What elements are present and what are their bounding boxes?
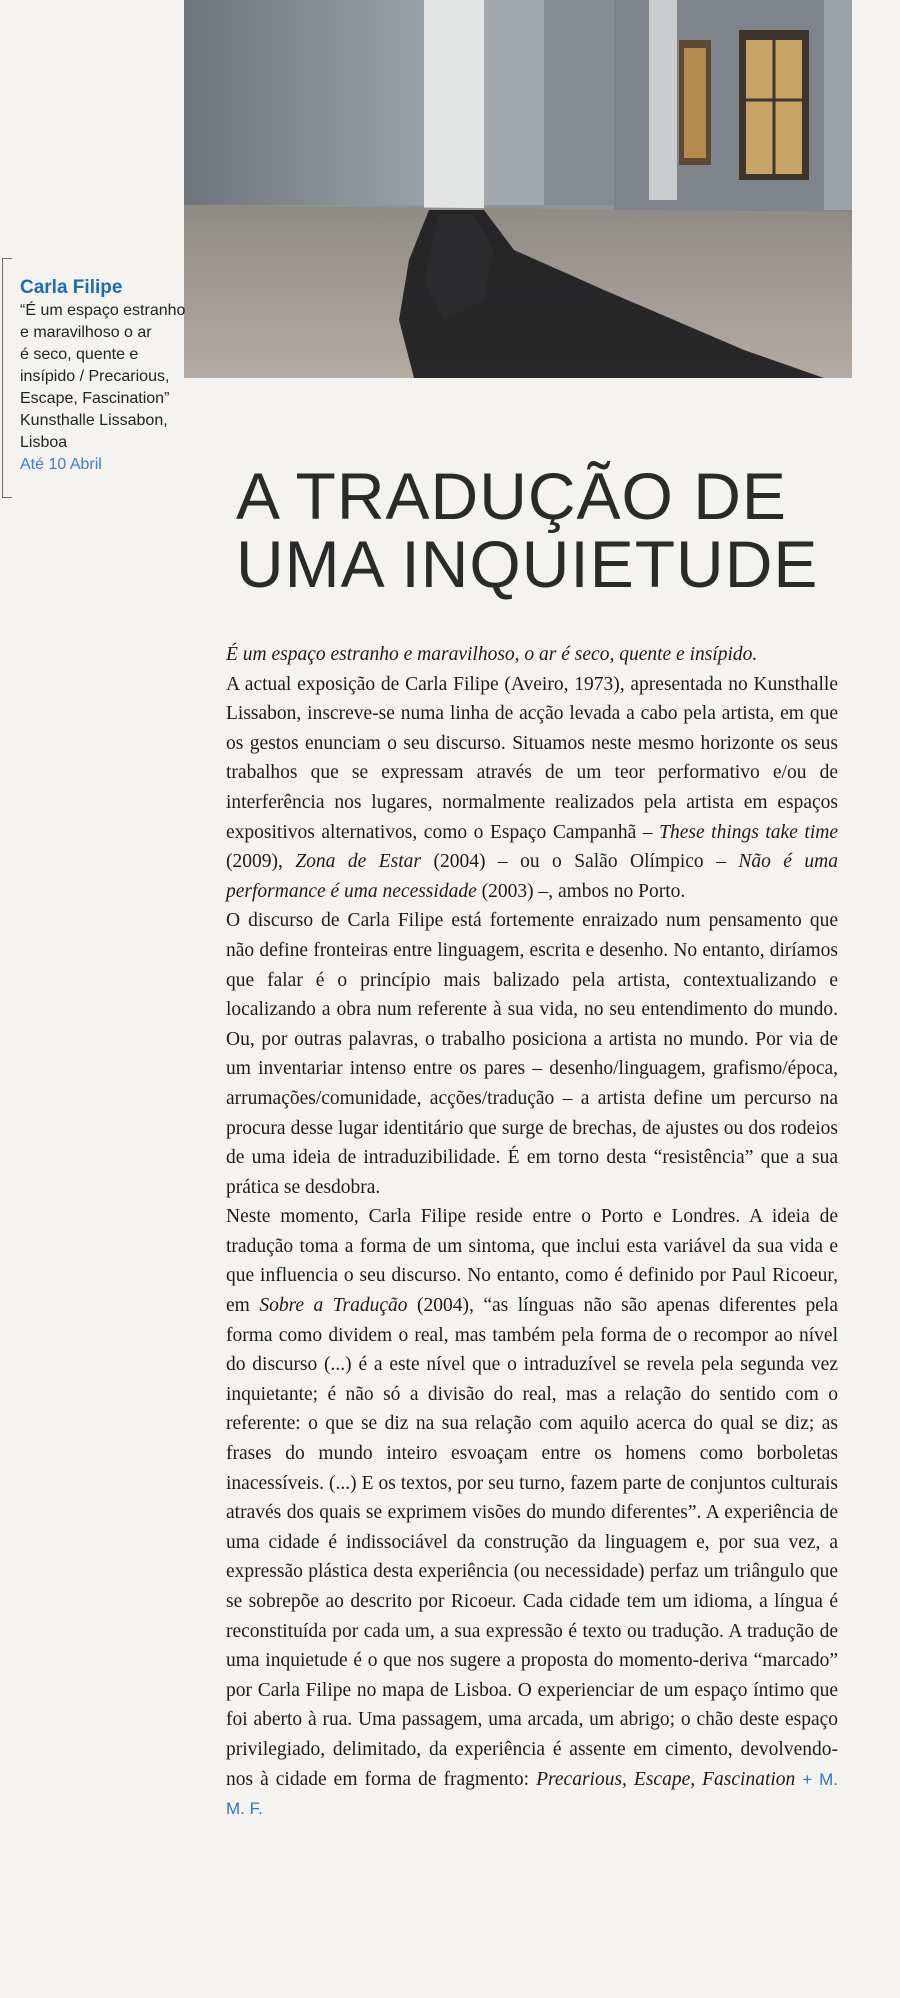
article-headline bbox=[236, 459, 876, 601]
headline-line-2: UMA INQUIETUDE bbox=[236, 527, 819, 601]
text-run: (2004) – ou o Salão Olímpico – bbox=[421, 851, 739, 873]
text-run: (2003) –, ambos no Porto. bbox=[476, 880, 686, 902]
work-title-line: insípido / Precarious, bbox=[20, 368, 170, 385]
artist-name: Carla Filipe bbox=[20, 277, 123, 298]
work-title-line: “É um espaço estranho bbox=[20, 302, 186, 319]
exhibition-info-card bbox=[20, 276, 210, 476]
book-title: Sobre a Tradução bbox=[259, 1295, 408, 1317]
text-run: (2009), bbox=[226, 851, 296, 873]
work-title-line: é seco, quente e bbox=[20, 346, 139, 363]
work-title: These things take time bbox=[659, 821, 839, 843]
text-run: A actual exposição de Carla Filipe (Aveiro, 1973), apresentada no Kunsthalle Lissabon, inscreve-se numa linha de acção levada a cabo pela artista, em que os gestos enunciam o seu discurso. Situamos neste mesmo horizonte os seus trabalhos que se expressam através de um teor performativo e/ou de interferência nos lugares, normalmente realizados pela artista em espaços expositivos alternativos, como o Espaço Campanhã – bbox=[226, 673, 838, 843]
exhibition-photo bbox=[184, 0, 852, 378]
venue-line: Kunsthalle Lissabon, bbox=[20, 412, 168, 429]
text-run: (2004), “as línguas não são apenas diferentes pela forma como dividem o real, mas também pela forma de o recompor ao nível do discurso (...) é a este nível que o intraduzível se revela pela segunda vez inquietante; é não só a divisão do real, mas a relação do sentido com o referente: o que se diz na sua relação com aquilo acerca do qual se diz; as frases do mundo inteiro esvoaçam entre os homens como borboletas inacessíveis. (...) E os textos, por seu turno, fazem parte de conjuntos culturais através dos quais se exprimem visões do mundo diferentes”. A experiência de uma cidade é indissociável da construção da linguagem e, por sua vez, a expressão plástica desta experiência (ou necessidade) perfaz um triângulo que se sobrepõe ao descrito por Ricoeur. Cada cidade tem um idioma, a língua é reconstituída por cada um, a sua expressão é texto ou tradução. A tradução de uma inquietude é o que nos sugere a proposta do momento-deriva “marcado” por Carla Filipe no mapa de Lisboa. O experienciar de um espaço íntimo que foi aberto à rua. Uma passagem, uma arcada, um abrigo; o chão deste espaço privilegiado, delimitado, da experiência é assente em cimento, devolvendo-nos à cidade em forma de fragmento: bbox=[226, 1295, 838, 1790]
article-paragraph-3 bbox=[226, 1202, 838, 1823]
work-title: Precarious, Escape, Fascination bbox=[536, 1768, 796, 1790]
article-body bbox=[226, 640, 838, 1824]
article-paragraph-1 bbox=[226, 670, 838, 907]
exhibition-photo-illustration bbox=[184, 0, 852, 378]
author-credit: + M. M. F. bbox=[226, 1769, 839, 1819]
text-run: Neste momento, Carla Filipe reside entre o Porto e Londres. A ideia de tradução toma a forma de um sintoma, que inclui esta variável da sua vida e que influencia o seu discurso. No entanto, como é definido por Paul Ricoeur, em bbox=[226, 1206, 838, 1317]
sidebar-bracket bbox=[2, 258, 12, 498]
work-title: Não é uma performance é uma necessidade bbox=[226, 851, 838, 902]
work-title: Zona de Estar bbox=[295, 851, 421, 873]
work-title-line: e maravilhoso o ar bbox=[20, 324, 152, 341]
article-lead: É um espaço estranho e maravilhoso, o ar é seco, quente e insípido. bbox=[226, 644, 758, 665]
work-title-line: Escape, Fascination” bbox=[20, 390, 170, 407]
exhibition-info-sidebar bbox=[0, 258, 210, 498]
article-paragraph-2: O discurso de Carla Filipe está fortemente enraizado num pensamento que não define fronteiras entre linguagem, escrita e desenho. No entanto, diríamos que falar é o princípio mais balizado pela artista, contextualizando e localizando a obra num referente à sua vida, no seu entendimento do mundo. Ou, por outras palavras, o trabalho posiciona a artista no mundo. Por via de um inventariar intenso entre os pares – desenho/linguagem, grafismo/época, arrumações/comunidade, acções/tradução – a artista define um percurso na procura desse lugar identitário que surge de brechas, de ajustes ou dos rodeios de uma ideia de intraduzibilidade. É em torno desta “resistência” que a sua prática se desdobra. bbox=[226, 910, 838, 1198]
exhibition-dates: Até 10 Abril bbox=[20, 456, 102, 473]
venue-line: Lisboa bbox=[20, 434, 68, 451]
headline-line-1: A TRADUÇÃO DE bbox=[236, 459, 787, 533]
